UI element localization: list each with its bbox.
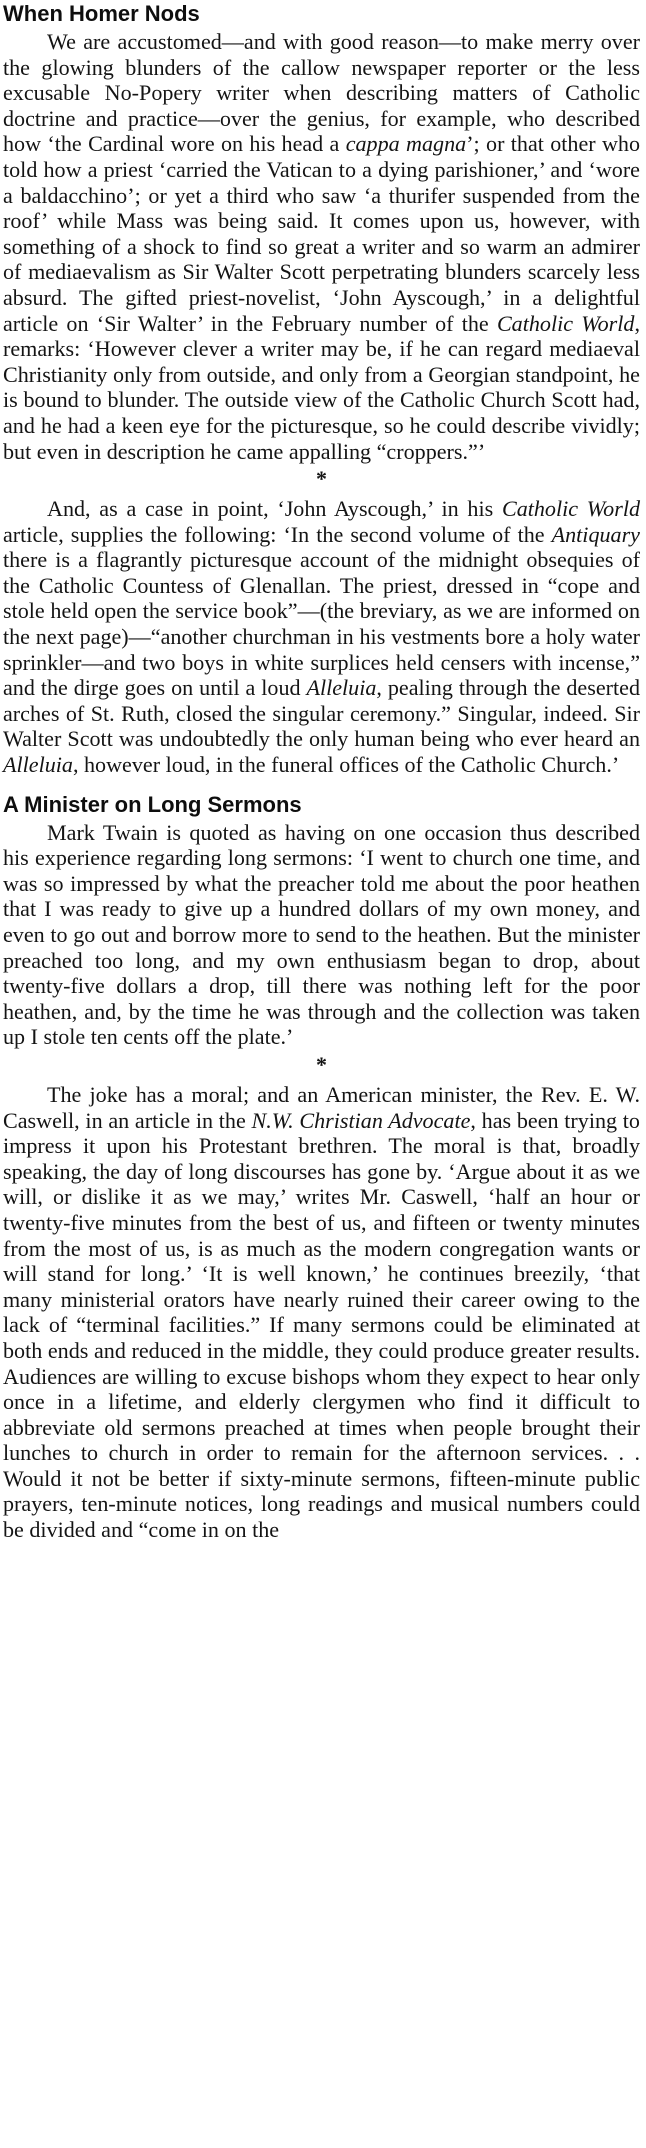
article-paragraph: Mark Twain is quoted as having on one occasion thus described his experience regarding long sermons: ‘I went to church one time, and was so impressed by what the preacher told me about the poor heathen that I was ready to give up a hundred dollars of my own money, and even to go out and borrow more to send to the heathen. But the minister preached too long, and my own enthusiasm began to drop, about twenty-five dollars a drop, till there was nothing left for the poor heathen, and, by the time he was through and the collection was taken up I stole ten cents off the plate.’ [3, 819, 640, 1050]
article-heading: A Minister on Long Sermons [3, 791, 302, 817]
article-when-homer-nods [3, 0, 640, 778]
article-minister-on-long-sermons [3, 792, 640, 1543]
article-paragraph: And, as a case in point, ‘John Ayscough,’ in his Catholic World article, supplies the following: ‘In the second volume of the Antiquary there is a flagrantly picturesque account of the midnight obsequies of the Catholic Countess of Glenallan. The priest, dressed in “cope and stole held open the service book”—(the breviary, as we are informed on the next page)—“another churchman in his vestments bore a holy water sprinkler—and two boys in white surplices held censers with incense,” and the dirge goes on until a loud Alleluia, pealing through the deserted arches of St. Ruth, closed the singular ceremony.” Singular, indeed. Sir Walter Scott was undoubtedly the only human being who ever heard an Alleluia, however loud, in the funeral offices of the Catholic Church.’ [3, 496, 641, 778]
section-separator: * [316, 466, 327, 492]
article-paragraph: We are accustomed—and with good reason—to make merry over the glowing blunders of the callow newspaper reporter or the less excusable No-Popery writer when describing matters of Catholic doctrine and practice—over the genius, for example, who described how ‘the Cardinal wore on his head a cappa magna’; or that other who told how a priest ‘carried the Vatican to a dying parishioner,’ and ‘wore a baldacchino’; or yet a third who saw ‘a thurifer suspended from the roof’ while Mass was being said. It comes upon us, however, with something of a shock to find so great a writer and so warm an admirer of mediaevalism as Sir Walter Scott perpetrating blunders scarcely less absurd. The gifted priest-novelist, ‘John Ayscough,’ in a delightful article on ‘Sir Walter’ in the February number of the Catholic World, remarks: ‘However clever a writer may be, if he can regard mediaeval Christianity only from outside, and only from a Georgian standpoint, he is bound to blunder. The outside view of the Catholic Church Scott had, and he had a keen eye for the picturesque, so he could describe vividly; but even in description he came appalling “croppers.”’ [3, 29, 640, 464]
article-paragraph: The joke has a moral; and an American minister, the Rev. E. W. Caswell, in an article in the N.W. Christian Advocate, has been trying to impress it upon his Protestant brethren. The moral is that, broadly speaking, the day of long discourses has gone by. ‘Argue about it as we will, or dislike it as we may,’ writes Mr. Caswell, ‘half an hour or twenty-five minutes from the best of us, and fifteen or twenty minutes from the most of us, is as much as the modern congregation wants or will stand for long.’ ‘It is well known,’ he continues breezily, ‘that many ministerial orators have nearly ruined their career owing to the lack of “terminal facilities.” If many sermons could be eliminated at both ends and reduced in the middle, they could produce greater results. Audiences are willing to excuse bishops whom they expect to hear only once in a lifetime, and elderly clergymen who find it difficult to abbreviate old sermons preached at times when people brought their lunches to church in order to remain for the afternoon services. . . Would it not be better if sixty-minute sermons, fifteen-minute public prayers, ten-minute notices, long readings and musical numbers could be divided and “come in on the [3, 1081, 640, 1543]
article-heading: When Homer Nods [3, 1, 200, 26]
section-separator: * [316, 1051, 327, 1077]
